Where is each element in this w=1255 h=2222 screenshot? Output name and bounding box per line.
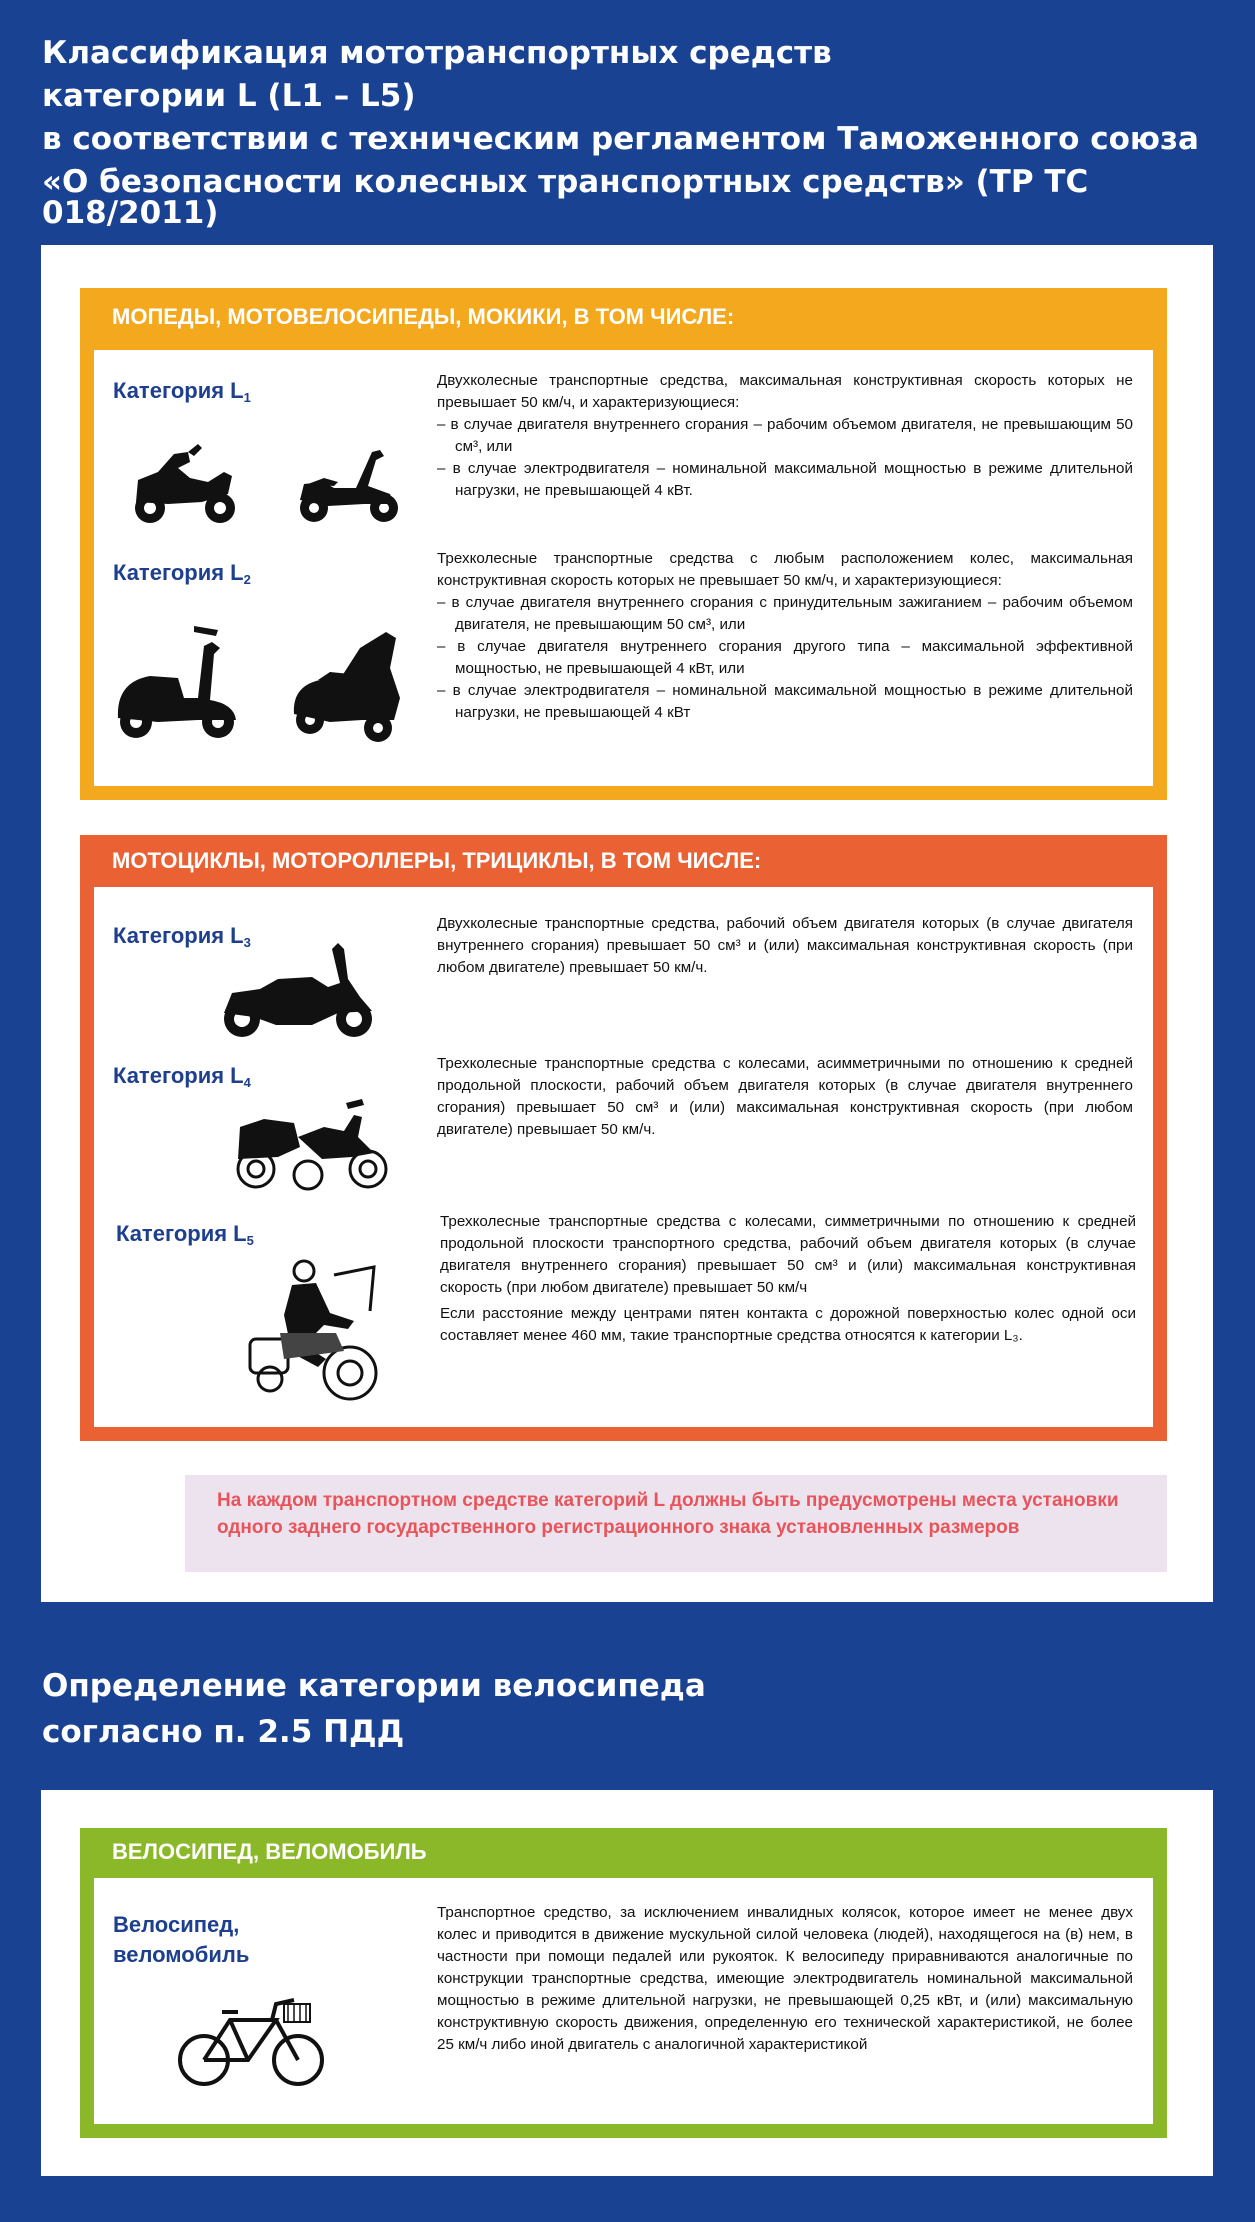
page-title: [42, 35, 1255, 231]
sidecar-motorcycle-icon: [234, 1097, 394, 1193]
category-l2-description: Трехколесные транспортные средства с любым расположением колес, максимальная конструктивная скорость которых не превышает 50 км/ч, и характеризующиеся: – в случае двигателя внутреннего сгорания с принудительным зажиганием – рабочим объемом двигателя, не превышающим 50 см³, или – в случае двигателя внутреннего сгорания другого типа – максимальной эффективной мощностью, не превышающей 4 кВт, или – в случае электродвигателя – номинальной максимальной мощностью в режиме длительной нагрузки, не превышающей 4 кВт: [437, 550, 1133, 721]
bicycle-title-line-2: согласно п. 2.5 ПДД: [42, 1714, 405, 1750]
bicycle-title: [42, 1668, 706, 1763]
bicycle-heading: ВЕЛОСИПЕД, ВЕЛОМОБИЛЬ: [112, 1839, 427, 1864]
bicycle-label: Велосипед, веломобиль: [113, 1912, 250, 1967]
title-line-1: Классификация мототранспортных средств: [42, 35, 832, 71]
moped-icon: [294, 442, 404, 526]
title-line-2: категории L (L1 – L5): [42, 78, 416, 114]
retro-scooter-icon: [114, 622, 242, 742]
title-line-3: в соответствии с техническим регламентом Таможенного союза: [42, 121, 1199, 157]
category-l4-label: Категория $L_4$: [113, 1063, 251, 1090]
notice-line-2: одного заднего государственного регистрационного знака установленных размеров: [217, 1517, 1020, 1538]
category-l2-label: Категория $L_2$: [113, 560, 251, 587]
mopeds-heading: МОПЕДЫ, МОТОВЕЛОСИПЕДЫ, МОКИКИ, В ТОМ ЧИСЛЕ:: [112, 304, 735, 329]
maxi-scooter-icon: [128, 442, 240, 526]
motorcycles-section: [80, 835, 1167, 1441]
bicycle-panel: [41, 1790, 1213, 2176]
three-wheel-scooter-icon: [290, 628, 410, 746]
mopeds-section: [80, 288, 1167, 800]
motorcycles-body: [94, 887, 1153, 1427]
license-plate-notice: [185, 1475, 1167, 1572]
bicycle-icon: [176, 1990, 326, 2090]
category-l5-label: Категория $L_5$: [116, 1221, 254, 1248]
category-l1-description: Двухколесные транспортные средства, максимальная конструктивная скорость которых не превышает 50 км/ч, и характеризующиеся: – в случае двигателя внутреннего сгорания – рабочим объемом двигателя, не превышающим 50 см³, или – в случае электродвигателя – номинальной максимальной мощностью в режиме длительной нагрузки, не превышающей 4 кВт.: [437, 372, 1133, 499]
bicycle-body: [94, 1878, 1153, 2124]
bicycle-title-line-1: Определение категории велосипеда: [42, 1668, 706, 1704]
category-l3-description: Двухколесные транспортные средства, рабочий объем двигателя которых (в случае двигателя внутреннего сгорания) превышает 50 см³ и (или) максимальная конструктивная скорость (при любом двигателе) превышает 50 км/ч.: [437, 915, 1133, 976]
cruiser-motorcycle-icon: [220, 939, 380, 1043]
notice-line-1: На каждом транспортном средстве категорий L должны быть предусмотрены места установки: [217, 1490, 1119, 1511]
category-l3-label: Категория $L_3$: [113, 923, 251, 950]
trike-rider-icon: [244, 1255, 384, 1407]
mopeds-body: [94, 350, 1153, 786]
category-l5-description: Трехколесные транспортные средства с колесами, симметричными по отношению к средней продольной плоскости транспортного средства, рабочий объем двигателя которых (в случае двигателя внутреннего сгорания) превышает 50 см³ и (или) максимальная конструктивная скорость (при любом двигателе) превышает 50 км/ч Если расстояние между центрами пятен контакта с дорожной поверхностью колес одной оси составляет менее 460 мм, такие транспортные средства относятся к категории L₃.: [440, 1213, 1136, 1344]
bicycle-description: Транспортное средство, за исключением инвалидных колясок, которое имеет не менее двух колес и приводится в движение мускульной силой человека (людей), находящегося на (в) нем, в частности при помощи педалей или рукояток. К велосипеду приравниваются аналогичные по конструкции транспортные средства, имеющие электродвигатель номинальной максимальной мощностью в режиме длительной нагрузки, не превышающей 0,25 кВт, и (или) максимальную конструктивную скорость движения, определенную его технической характеристикой, не более 25 км/ч либо иной двигатель с аналогичной характеристикой: [437, 1904, 1133, 2053]
category-l1-label: Категория $L_1$: [113, 378, 251, 405]
motorcycles-heading: МОТОЦИКЛЫ, МОТОРОЛЛЕРЫ, ТРИЦИКЛЫ, В ТОМ ЧИСЛЕ:: [112, 848, 762, 873]
category-l4-description: Трехколесные транспортные средства с колесами, асимметричными по отношению к средней продольной плоскости, рабочий объем двигателя которых (в случае двигателя внутреннего сгорания) превышает 50 см³ и (или) максимальная конструктивная скорость (при любом двигателе) превышает 50 км/ч.: [437, 1055, 1133, 1138]
classification-panel: [41, 245, 1213, 1602]
bicycle-section: [80, 1828, 1167, 2138]
title-line-4: «О безопасности колесных транспортных средств» (ТР ТС 018/2011): [42, 164, 1089, 231]
